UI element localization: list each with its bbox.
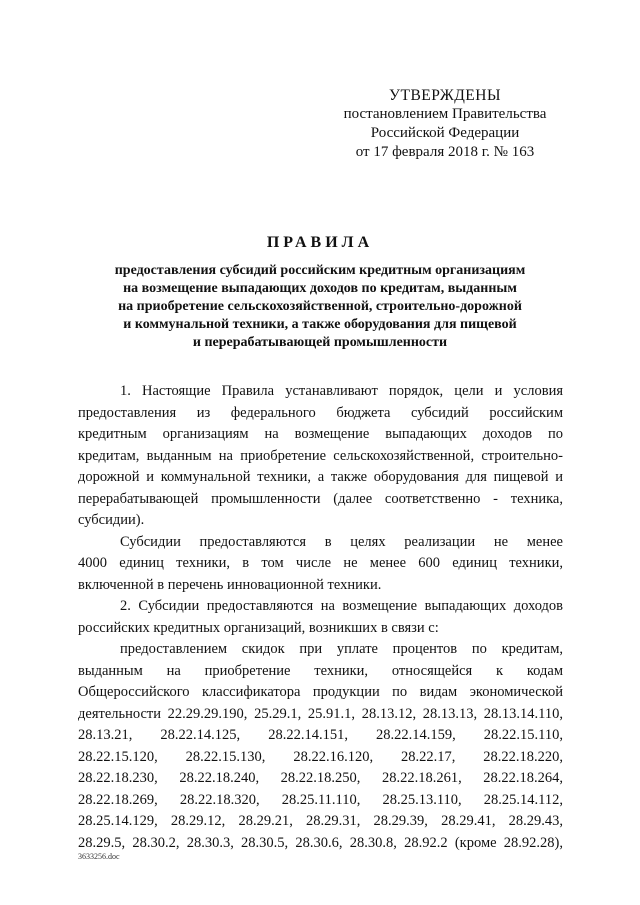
document-title: ПРАВИЛА: [266, 234, 374, 251]
body-line: дорожной и коммунальной техники, а также оборудования для пищевой и: [78, 469, 563, 485]
subtitle-line: на приобретение сельскохозяйственной, строительно-дорожной: [118, 299, 522, 314]
approval-heading: УТВЕРЖДЕНЫ: [389, 87, 501, 104]
body-line: включенной в перечень инновационной техники.: [78, 576, 382, 593]
body-line: Общероссийского классификатора продукции по видам экономической: [78, 684, 563, 700]
body-line: выданным на приобретение техники, относящейся к кодам: [78, 662, 563, 679]
body-line: кредитам, выданным на приобретение сельскохозяйственной, строительно-: [78, 447, 563, 464]
approval-line: от 17 февраля 2018 г. № 163: [355, 144, 535, 160]
body-line: 28.13.21, 28.22.14.125, 28.22.14.151, 28.22.14.159, 28.22.15.110,: [78, 727, 563, 743]
body-line: 28.29.5, 28.30.2, 28.30.3, 28.30.5, 28.30.6, 28.30.8, 28.92.2 (кроме 28.92.28),: [78, 834, 563, 851]
body-line: 1. Настоящие Правила устанавливают порядок, цели и условия: [120, 383, 563, 399]
body-line: перерабатывающей промышленности (далее соответственно - техника,: [78, 490, 563, 507]
subtitle-line: на возмещение выпадающих доходов по кредитам, выданным: [123, 281, 517, 296]
approval-line: постановлением Правительства: [343, 106, 547, 122]
subtitle-line: и коммунальной техники, а также оборудования для пищевой: [123, 317, 517, 332]
body-line: российских кредитных организаций, возникших в связи с:: [78, 619, 439, 636]
body-line: кредитным организациям на возмещение выпадающих доходов по: [78, 426, 563, 442]
approval-line: Российской Федерации: [370, 125, 520, 141]
file-name-footer: 3633256.doc: [78, 852, 120, 861]
body-line: субсидии).: [78, 512, 145, 528]
body-line: Субсидии предоставляются в целях реализации не менее: [120, 533, 563, 550]
body-line: предоставлением скидок при уплате процентов по кредитам,: [120, 641, 563, 657]
body-line: 28.25.14.129, 28.29.12, 28.29.21, 28.29.31, 28.29.39, 28.29.41, 28.29.43,: [78, 813, 563, 829]
body-line: 28.22.15.120, 28.22.15.130, 28.22.16.120, 28.22.17, 28.22.18.220,: [78, 748, 563, 765]
subtitle-line: предоставления субсидий российским кредитным организациям: [114, 263, 526, 278]
subtitle-line: и перерабатывающей промышленности: [192, 335, 448, 350]
body-line: 28.22.18.269, 28.22.18.320, 28.25.11.110, 28.25.13.110, 28.25.14.112,: [78, 791, 563, 808]
body-line: предоставления из федерального бюджета субсидий российским: [78, 404, 563, 421]
body-line: деятельности 22.29.29.190, 25.29.1, 25.91.1, 28.13.12, 28.13.13, 28.13.14.110,: [78, 705, 563, 722]
approval-block: [330, 86, 560, 162]
body-line: 28.22.18.230, 28.22.18.240, 28.22.18.250, 28.22.18.261, 28.22.18.264,: [78, 770, 563, 786]
document-subtitle: [80, 262, 560, 352]
document-body: [78, 381, 563, 854]
body-line: 4000 единиц техники, в том числе не менее 600 единиц техники,: [78, 555, 563, 571]
body-line: 2. Субсидии предоставляются на возмещение выпадающих доходов: [120, 598, 563, 614]
